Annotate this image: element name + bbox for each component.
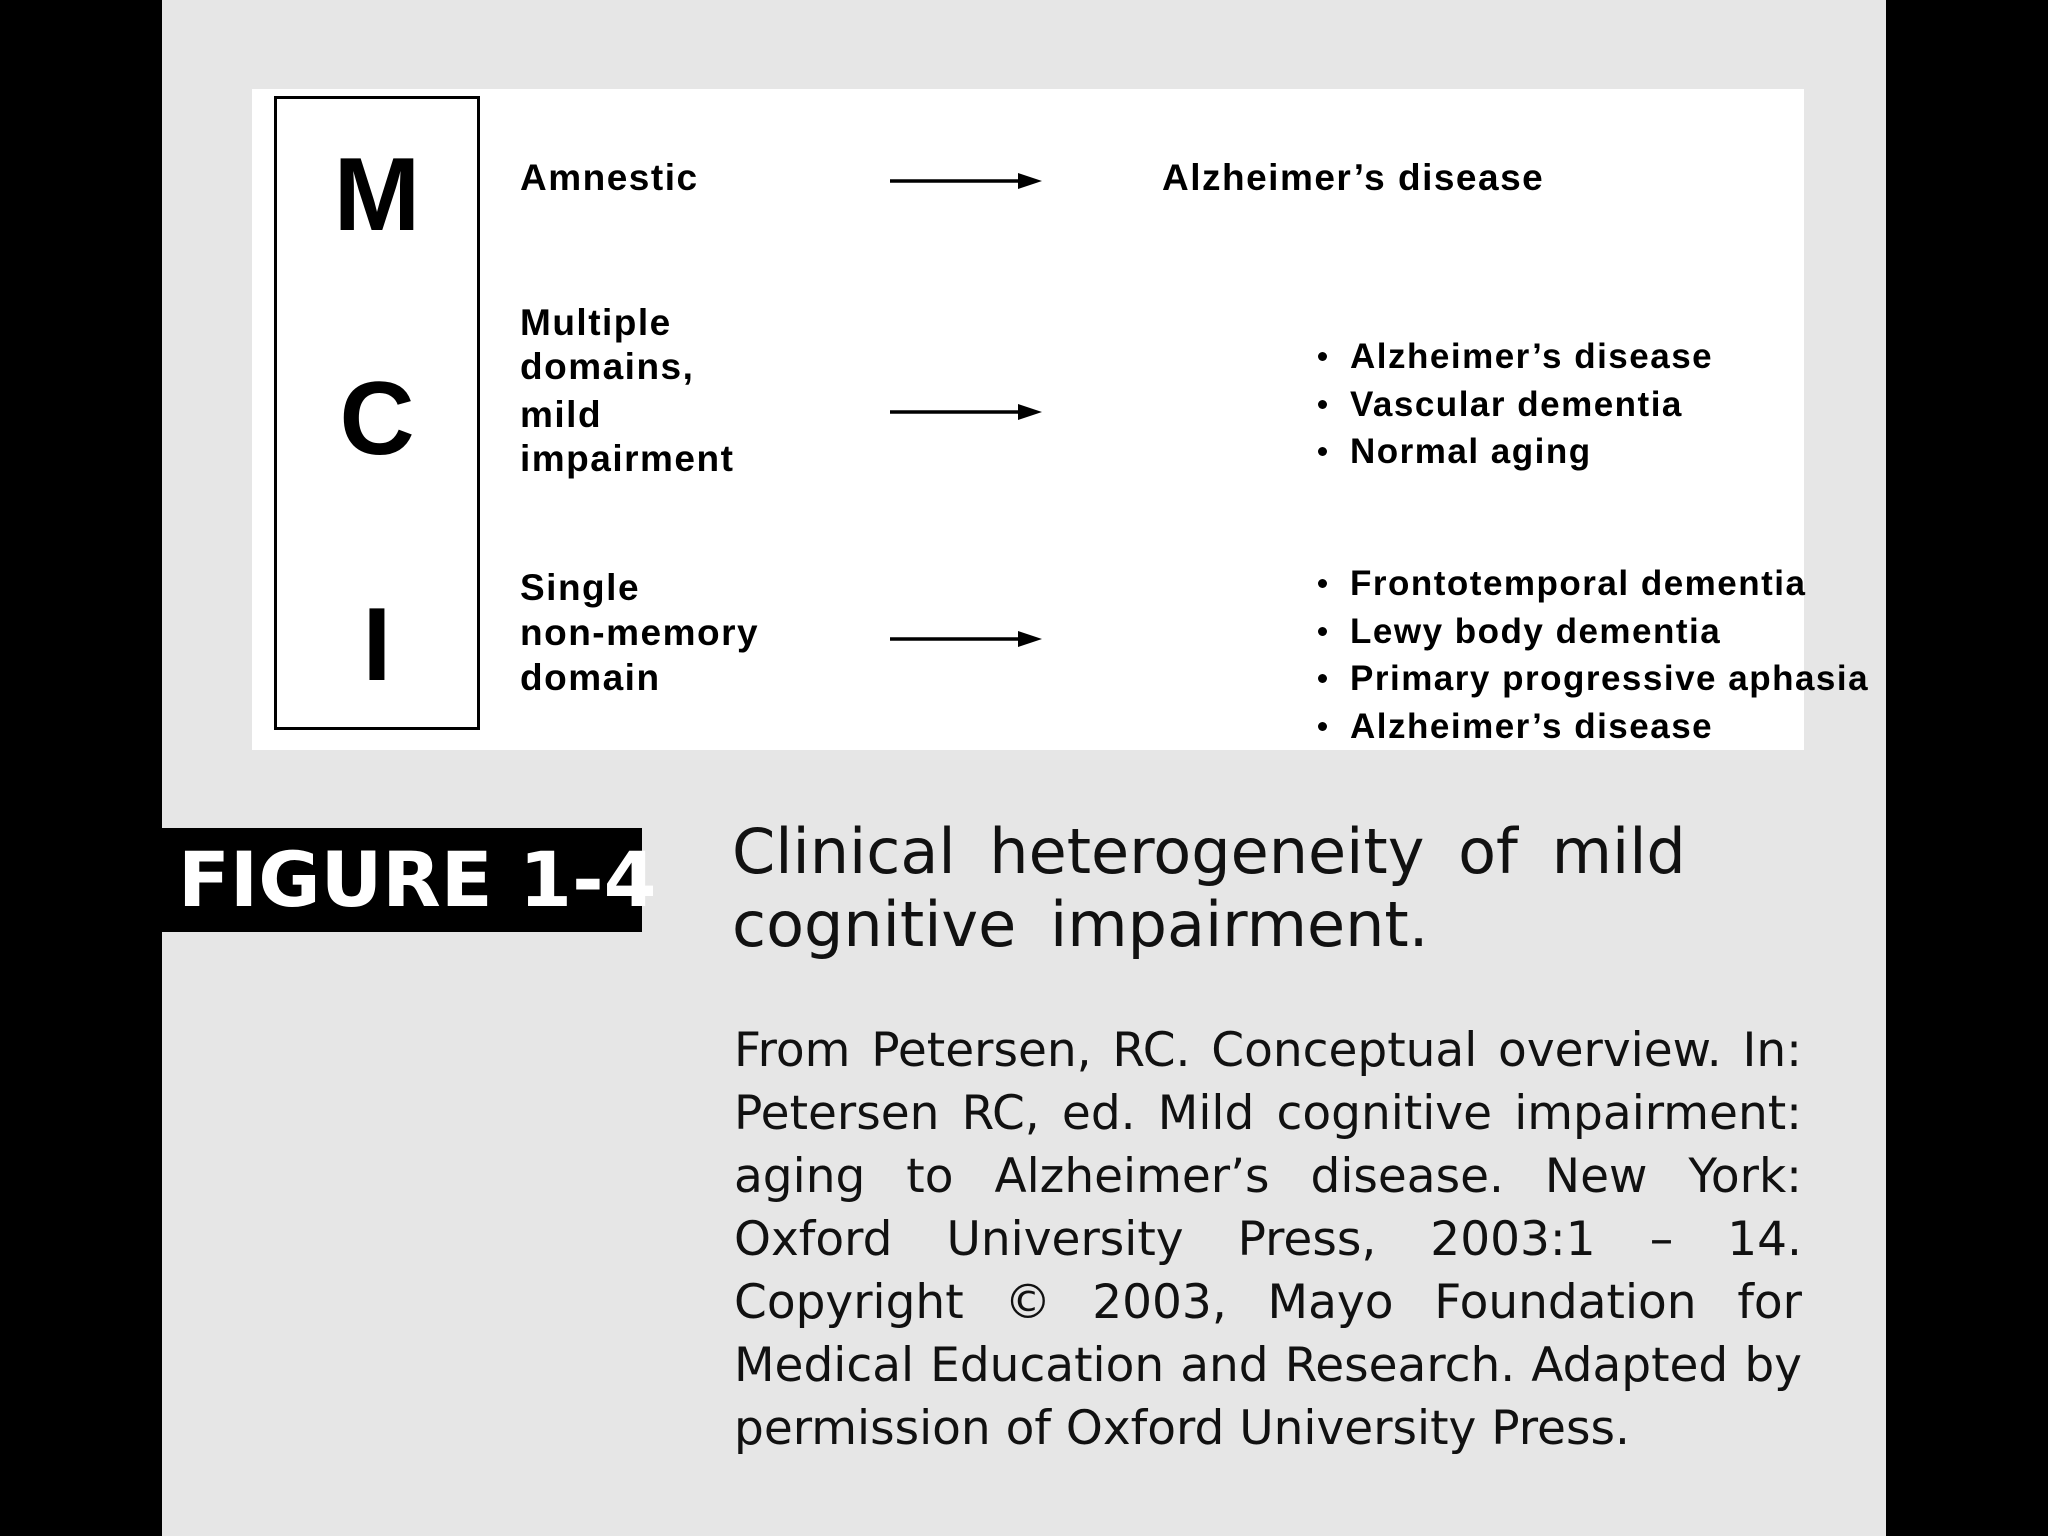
category-line: mild	[520, 394, 603, 435]
arrow-right-icon	[890, 171, 1042, 191]
list-item: Alzheimer’s disease	[1314, 333, 1713, 381]
category-line: non-memory	[520, 612, 760, 653]
mci-diagram	[252, 89, 1870, 750]
list-item: Frontotemporal dementia	[1314, 560, 1869, 608]
category-line: Multiple	[520, 302, 672, 343]
arrow-right-icon	[890, 402, 1042, 422]
book-page	[162, 0, 1886, 1536]
outcomes-multiple-domains	[1314, 333, 1713, 476]
mci-letter-i: I	[362, 587, 392, 703]
list-item: Alzheimer’s disease	[1314, 703, 1869, 751]
category-line: domain	[520, 657, 661, 698]
category-line: Single	[520, 567, 641, 608]
list-item: Primary progressive aphasia	[1314, 655, 1869, 703]
category-multiple-domains	[520, 301, 734, 481]
category-line: impairment	[520, 438, 735, 479]
outcomes-single-non-memory	[1314, 560, 1869, 750]
mci-acronym-box	[274, 96, 480, 730]
mci-letter-c: C	[339, 361, 415, 477]
list-item: Vascular dementia	[1314, 381, 1713, 429]
category-amnestic	[520, 155, 699, 200]
category-line: domains,	[520, 346, 695, 387]
figure-number-label: FIGURE 1-4	[162, 828, 642, 932]
category-single-non-memory	[520, 565, 759, 700]
figure-source-citation: From Petersen, RC. Conceptual overview. In: Petersen RC, ed. Mild cognitive impairment: aging to Alzheimer’s disease. New York: Oxford University Press, 2003:1 – 14. Copyright © 2003, Mayo Foundation for Medical Education and Research. Adapted by permission of Oxford University Press.	[734, 1023, 1802, 1456]
arrow-right-icon	[890, 629, 1042, 649]
outcome-amnestic	[1162, 157, 1544, 199]
figure-caption-title: Clinical heterogeneity of mild cognitive impairment.	[732, 815, 1686, 961]
mci-letter-m: M	[333, 137, 421, 253]
list-item: Normal aging	[1314, 428, 1713, 476]
list-item: Lewy body dementia	[1314, 608, 1869, 656]
category-line: Amnestic	[520, 157, 699, 198]
outcome-label: Alzheimer’s disease	[1162, 157, 1545, 198]
